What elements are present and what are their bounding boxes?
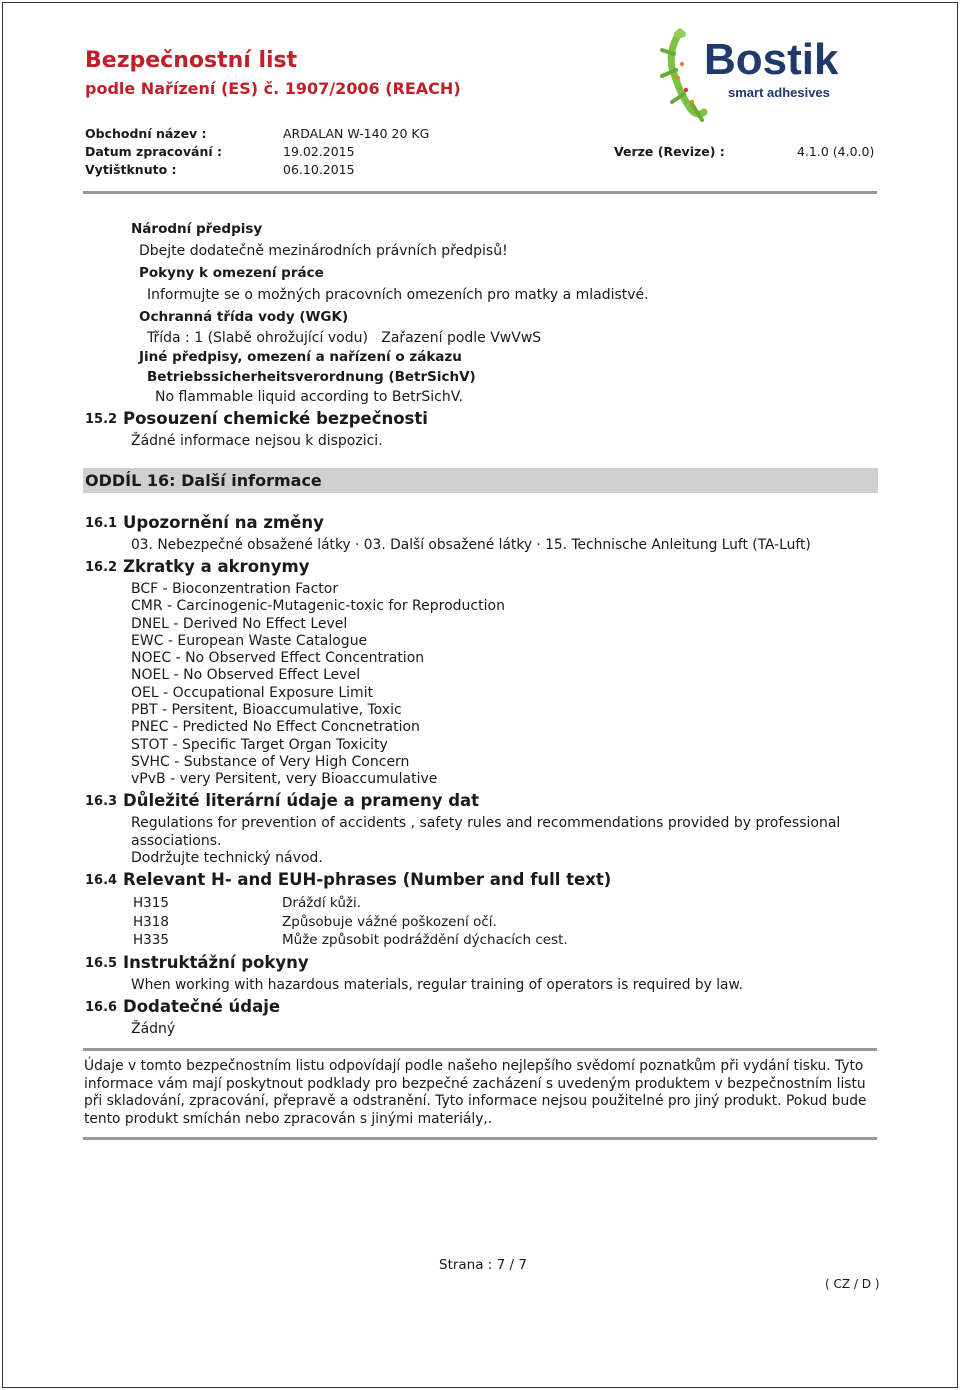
footer-rule-bottom bbox=[83, 1137, 877, 1140]
logo-text: Bostik bbox=[704, 35, 839, 84]
section-heading: Relevant H- and EUH-phrases (Number and full text) bbox=[123, 870, 612, 889]
wgk-text: Třída : 1 (Slabě ohrožující vodu) Zařazení podle VwVwS bbox=[147, 330, 542, 346]
section-number: 16.3 bbox=[85, 794, 118, 809]
national-text: Dbejte dodatečně mezinárodních právních předpisů! bbox=[139, 243, 508, 259]
section-heading: Dodatečné údaje bbox=[123, 997, 281, 1016]
version-value: 4.1.0 (4.0.0) bbox=[797, 144, 875, 159]
page-number: Strana : 7 / 7 bbox=[439, 1257, 527, 1273]
footer-rule-top bbox=[83, 1048, 877, 1051]
printed-label: Vytištknuto : bbox=[85, 162, 177, 177]
list-item: vPvB - very Persitent, very Bioaccumulative bbox=[131, 771, 438, 788]
betrsichv-text: No flammable liquid according to BetrSichV. bbox=[155, 389, 463, 405]
trade-name-value: ARDALAN W-140 20 KG bbox=[283, 126, 430, 141]
gecko-icon bbox=[662, 30, 704, 120]
h-phrase-code: H335 bbox=[133, 932, 169, 948]
section-text: When working with hazardous materials, regular training of operators is required by law. bbox=[131, 977, 743, 993]
section-heading: Upozornění na změny bbox=[123, 513, 324, 532]
document-subtitle: podle Nařízení (ES) č. 1907/2006 (REACH) bbox=[85, 79, 461, 98]
other-regulations-heading: Jiné předpisy, omezení a nařízení o zákazu bbox=[139, 349, 462, 365]
section-heading: Důležité literární údaje a prameny dat bbox=[123, 791, 480, 810]
section-text: 03. Nebezpečné obsažené látky · 03. Další obsažené látky · 15. Technische Anleitung Luft (TA-Luft) bbox=[131, 537, 811, 553]
printed-value: 06.10.2015 bbox=[283, 162, 355, 177]
logo-tagline: smart adhesives bbox=[728, 85, 830, 100]
section-number: 16.5 bbox=[85, 956, 118, 971]
h-phrase-text: Může způsobit podráždění dýchacích cest. bbox=[282, 932, 568, 948]
section-text: Regulations for prevention of accidents , safety rules and recommendations provided by professional associations. bbox=[131, 815, 841, 849]
wgk-heading: Ochranná třída vody (WGK) bbox=[139, 309, 349, 325]
betrsichv-heading: Betriebssicherheitsverordnung (BetrSichV) bbox=[147, 369, 476, 385]
list-item: STOT - Specific Target Organ Toxicity bbox=[131, 736, 388, 753]
h-phrase-code: H318 bbox=[133, 914, 169, 930]
section-text: Žádný bbox=[131, 1021, 176, 1037]
abbreviation-list bbox=[131, 581, 505, 789]
list-item: SVHC - Substance of Very High Concern bbox=[131, 753, 410, 770]
date-value: 19.02.2015 bbox=[283, 144, 355, 159]
date-label: Datum zpracování : bbox=[85, 144, 222, 159]
section-number: 15.2 bbox=[85, 412, 118, 427]
disclaimer-text: Údaje v tomto bezpečnostním listu odpovídají podle našeho nejlepšího svědomí poznatkům při vydání tisku. Tyto informace vám mají poskytnout podklady pro bezpečné zacházení s uvedeným produktem v bezpečnostním listu při skladování, zpracování, přepravě a odstranění. Tyto informace nejsou použitelné pro jiný produkt. Pokud bude tento produkt smíchán nebo zpracován s jinými materiály,. bbox=[84, 1058, 867, 1127]
document-title: Bezpečnostní list bbox=[85, 48, 298, 73]
work-restriction-heading: Pokyny k omezení práce bbox=[139, 265, 324, 281]
list-item: BCF - Bioconzentration Factor bbox=[131, 581, 339, 597]
h-phrase-text: Dráždí kůži. bbox=[282, 895, 362, 911]
section-heading: Posouzení chemické bezpečnosti bbox=[123, 409, 428, 428]
section-text: Dodržujte technický návod. bbox=[131, 850, 323, 866]
section-number: 16.1 bbox=[85, 516, 118, 531]
national-heading: Národní předpisy bbox=[131, 221, 263, 237]
section-16-title: ODDÍL 16: Další informace bbox=[85, 471, 322, 490]
list-item: EWC - European Waste Catalogue bbox=[131, 632, 368, 649]
header-rule bbox=[83, 191, 877, 194]
list-item: OEL - Occupational Exposure Limit bbox=[131, 684, 374, 701]
trade-name-label: Obchodní název : bbox=[85, 126, 207, 141]
section-heading: Instruktážní pokyny bbox=[123, 953, 309, 972]
list-item: NOEC - No Observed Effect Concentration bbox=[131, 650, 425, 667]
list-item: NOEL - No Observed Effect Level bbox=[131, 667, 361, 684]
list-item: PBT - Persitent, Bioaccumulative, Toxic bbox=[131, 702, 402, 719]
section-number: 16.6 bbox=[85, 1000, 118, 1015]
section-number: 16.4 bbox=[85, 873, 118, 888]
work-restriction-text: Informujte se o možných pracovních omezeních pro matky a mladistvé. bbox=[147, 287, 649, 303]
list-item: DNEL - Derived No Effect Level bbox=[131, 615, 348, 632]
locale-code: ( CZ / D ) bbox=[825, 1277, 880, 1291]
version-label: Verze (Revize) : bbox=[614, 144, 725, 159]
bostik-logo bbox=[652, 24, 882, 124]
h-phrase-text: Způsobuje vážné poškození očí. bbox=[282, 914, 497, 930]
section-text: Žádné informace nejsou k dispozici. bbox=[131, 433, 383, 449]
section-number: 16.2 bbox=[85, 560, 118, 575]
h-phrase-code: H315 bbox=[133, 895, 169, 911]
section-16-band bbox=[83, 468, 878, 493]
section-heading: Zkratky a akronymy bbox=[123, 557, 310, 576]
list-item: PNEC - Predicted No Effect Concnetration bbox=[131, 719, 420, 736]
list-item: CMR - Carcinogenic-Mutagenic-toxic for Reproduction bbox=[131, 598, 505, 615]
